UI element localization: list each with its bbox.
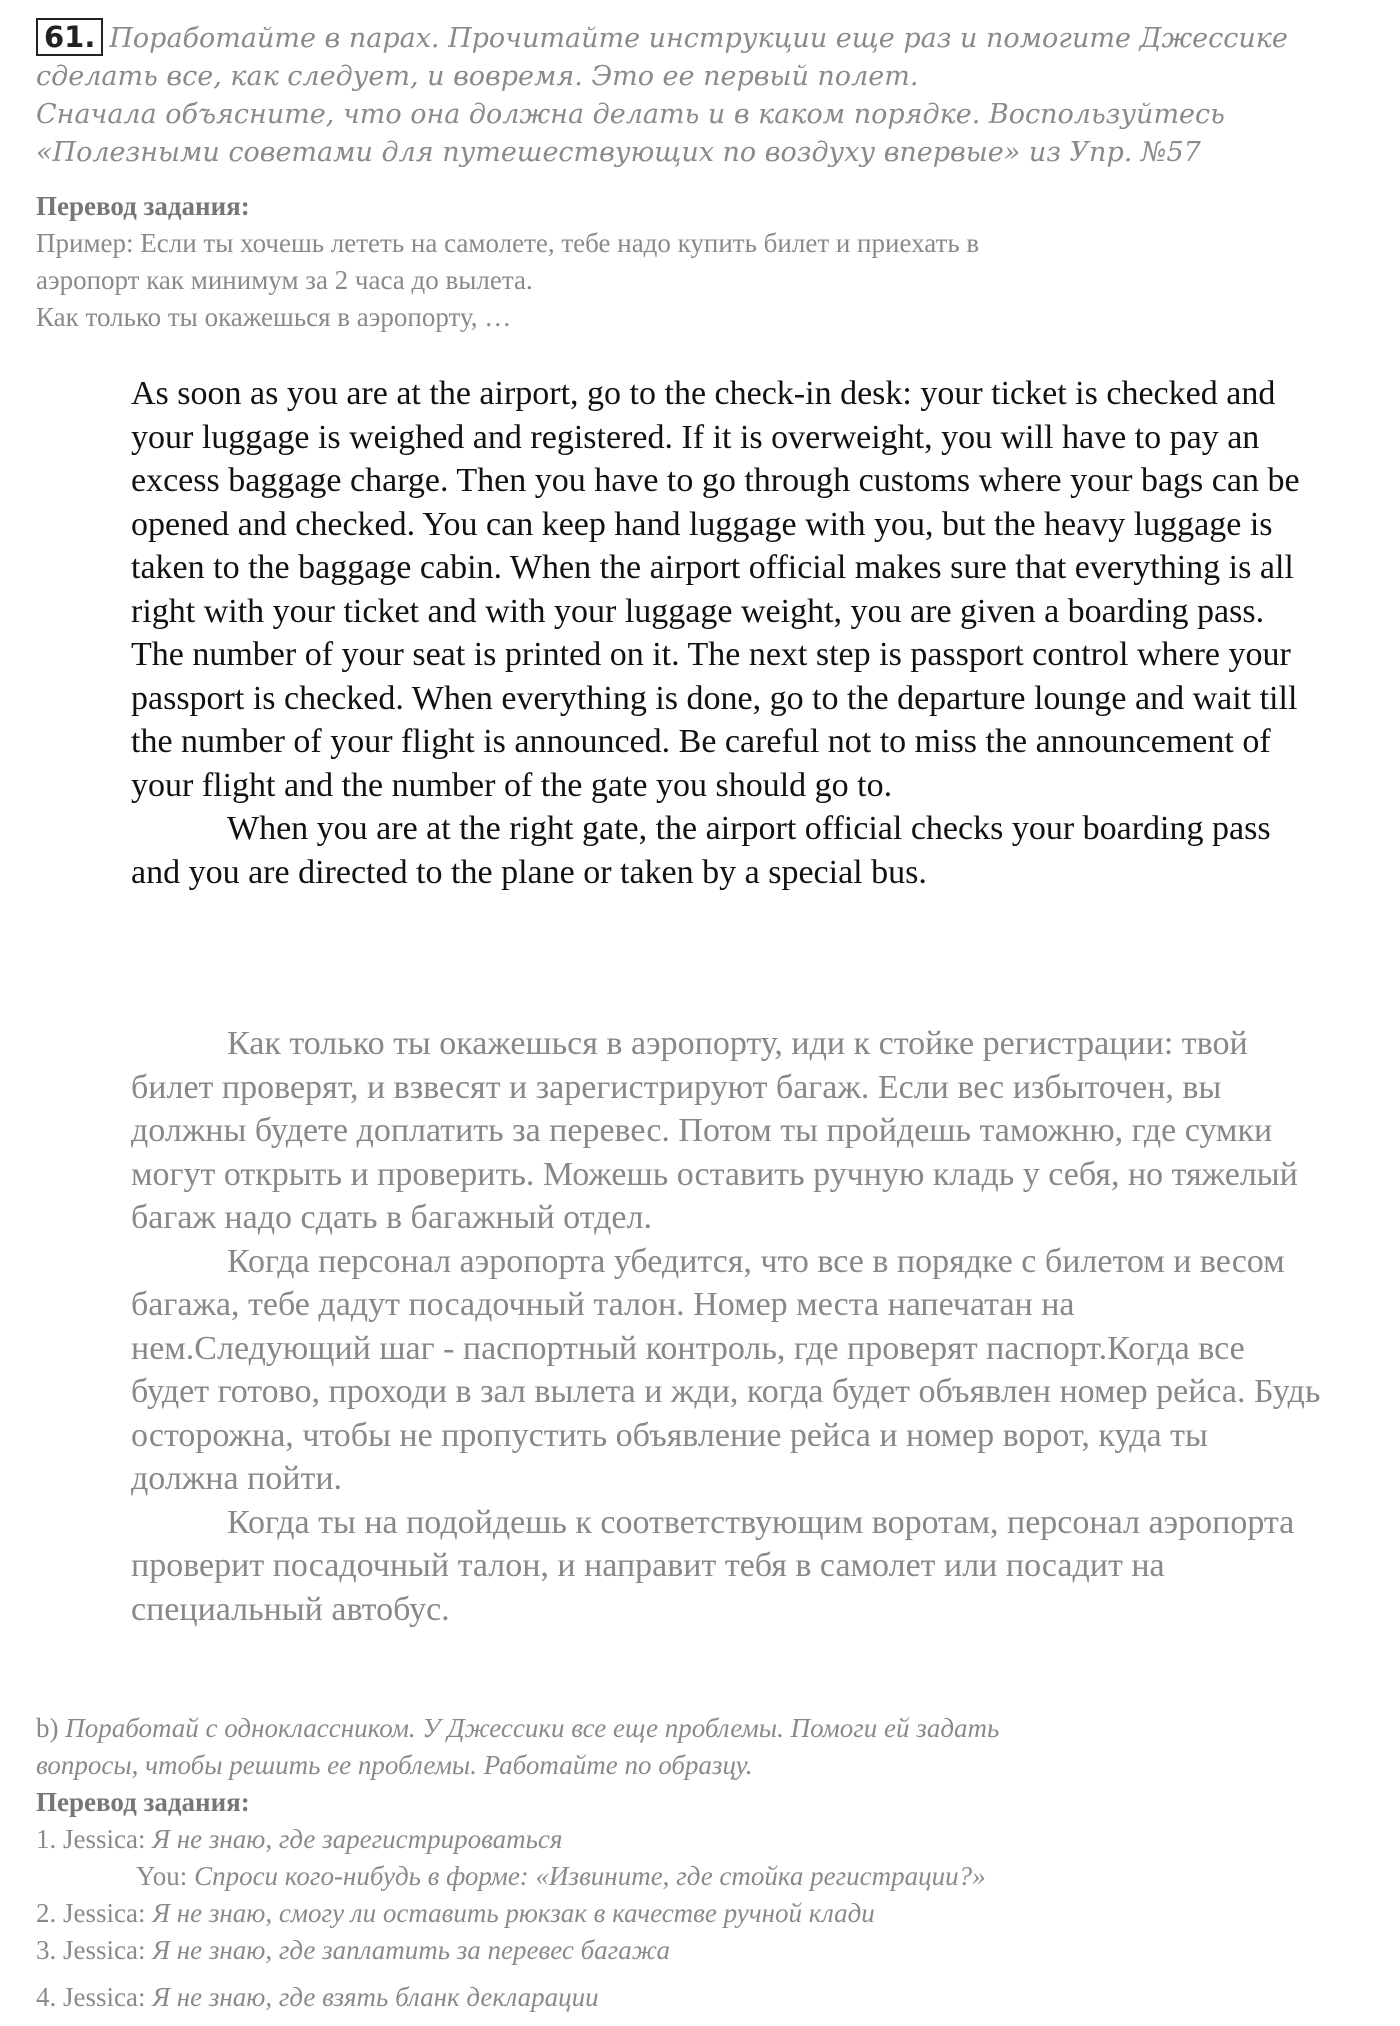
task-translation (36, 188, 1336, 336)
part-b-instruction-text: Поработай с одноклассником. У Джессики все еще проблемы. Помоги ей задать (65, 1713, 1000, 1743)
dialogue-line (36, 1979, 1336, 2016)
part-b-translation-label: Перевод задания: (36, 1787, 250, 1817)
dialogue-speaker: You: (136, 1861, 195, 1891)
translation-label: Перевод задания: (36, 191, 250, 221)
instruction-line (36, 18, 1336, 58)
russian-paragraph: Как только ты окажешься в аэропорту, иди к стойке регистрации: твой билет проверят, и взвесят и зарегистрируют багаж. Если вес избыточен, вы должны будете доплатить за перевес. Потом ты пройдешь таможню, где сумки могут открыть и проверить. Можешь оставить ручную кладь у себя, но тяжелый багаж надо сдать в багажный отдел. (131, 1025, 1298, 1236)
part-b-section (36, 1710, 1336, 2016)
part-b-instruction-line: вопросы, чтобы решить ее проблемы. Работайте по образцу. (36, 1750, 753, 1780)
russian-paragraph: Когда персонал аэропорта убедится, что все в порядке с билетом и весом багажа, тебе дадут посадочный талон. Номер места напечатан на нем.Следующий шаг - паспортный контроль, где проверят паспорт.Когда все будет готово, проходи в зал вылета и жди, когда будет объявлен номер рейса. Будь осторожна, чтобы не пропустить объявление рейса и номер ворот, куда ты должна пойти. (131, 1242, 1321, 1497)
dialogue-line (36, 1821, 1336, 1858)
translation-line: Как только ты окажешься в аэропорту, … (36, 302, 512, 332)
instruction-line: Сначала объясните, что она должна делать и в каком порядке. Воспользуйтесь (36, 99, 1225, 130)
dialogue-speaker: 1. Jessica: (36, 1824, 153, 1854)
dialogue-speaker: 2. Jessica: (36, 1898, 153, 1928)
dialogue-text: Я не знаю, где заплатить за перевес багажа (152, 1935, 670, 1965)
dialogue-text: Я не знаю, где взять бланк декларации (152, 1982, 599, 2012)
part-b-instruction (36, 1710, 1336, 1747)
russian-translation-text (131, 1022, 1321, 1631)
dialogue-text: Я не знаю, где зарегистрироваться (152, 1824, 563, 1854)
dialogue-text: Я не знаю, смогу ли оставить рюкзак в качестве ручной клади (152, 1898, 875, 1928)
exercise-header (36, 18, 1336, 172)
translation-line: аэропорт как минимум за 2 часа до вылета. (36, 265, 533, 295)
dialogue-text: Спроси кого-нибудь в форме: «Извините, где стойка регистрации?» (194, 1861, 986, 1891)
instruction-line: «Полезными советами для путешествующих по воздуху впервые» из Упр. №57 (36, 137, 1201, 168)
instruction-text: Поработайте в парах. Прочитайте инструкции еще раз и помогите Джессике (109, 23, 1288, 54)
english-paragraph: As soon as you are at the airport, go to the check-in desk: your ticket is checked and your luggage is weighed and registered. If it is overweight, you will have to pay an excess baggage charge. Then you have to go through customs where your bags can be opened and checked. You can keep hand luggage with you, but the heavy luggage is taken to the baggage cabin. When the airport official makes sure that everything is all right with your ticket and with your luggage weight, you are given a boarding pass. The number of your seat is printed on it. The next step is passport control where your passport is checked. When everything is done, go to the departure lounge and wait till the number of your flight is announced. Be careful not to miss the announcement of your flight and the number of the gate you should go to. (131, 375, 1300, 804)
part-b-marker: b) (36, 1713, 59, 1743)
dialogue-speaker: 3. Jessica: (36, 1935, 153, 1965)
dialogue-line (36, 1895, 1336, 1932)
english-answer-text (131, 372, 1321, 894)
exercise-number: 61. (36, 18, 103, 56)
translation-line: Пример: Если ты хочешь лететь на самолете, тебе надо купить билет и приехать в (36, 228, 980, 258)
dialogue-line (36, 1932, 1336, 1969)
dialogue-speaker: 4. Jessica: (36, 1982, 153, 2012)
dialogue-line (36, 1858, 1336, 1895)
instruction-line: сделать все, как следует, и вовремя. Это ее первый полет. (36, 61, 919, 92)
russian-paragraph: Когда ты на подойдешь к соответствующим воротам, персонал аэропорта проверит посадочный талон, и направит тебя в самолет или посадит на специальный автобус. (131, 1503, 1295, 1628)
english-paragraph: When you are at the right gate, the airport official checks your boarding pass and you are directed to the plane or taken by a special bus. (131, 810, 1271, 891)
